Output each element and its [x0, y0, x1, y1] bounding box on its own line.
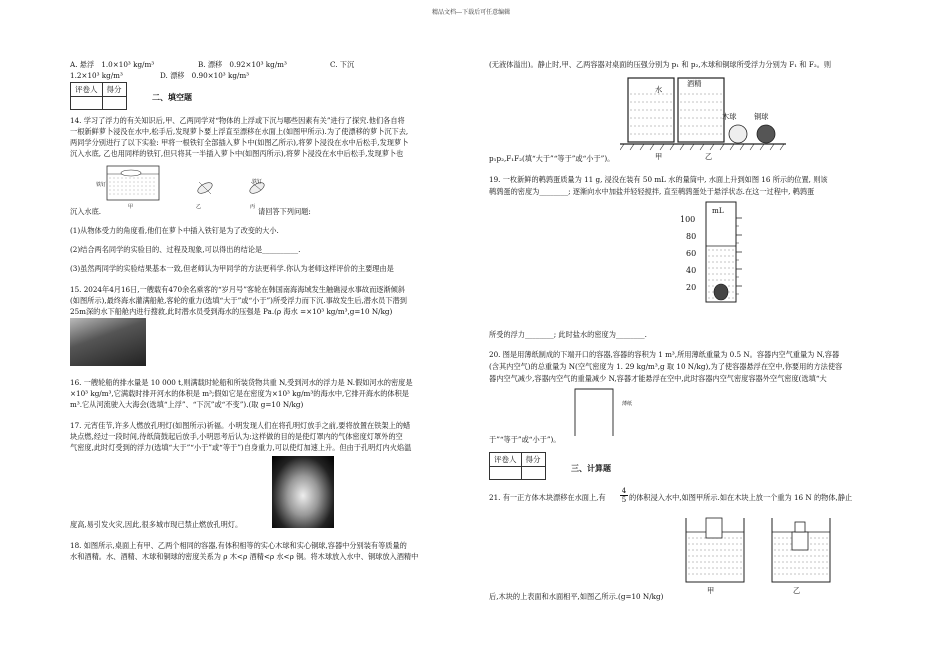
fraction-denominator: 5	[621, 496, 627, 504]
label-water: 水	[655, 85, 663, 94]
wood-ball	[729, 125, 747, 143]
q21-line-1a: 21. 有一正方体木块漂移在水面上,有	[489, 493, 606, 502]
nail-label-bing: 铁钉	[252, 179, 263, 185]
score-cell: 得分	[102, 83, 126, 97]
q15-line-1: 15. 2024年4月16日,一艘载有470余名乘客的“岁月号”客轮在韩国南海海域发生触礁浸水事故而逐渐倾斜	[70, 285, 406, 294]
q14-figures	[105, 160, 305, 208]
q15-line-3: 25m深的水下船舱内进行搜救,此时潜水员受到海水的压强是 Pa.(ρ 海水 =×10³ kg/m³,g=10 N/kg)	[70, 307, 393, 316]
graduated-cylinder	[700, 198, 760, 308]
cylinder-tick-100: 100	[680, 215, 696, 224]
q21-line-1b: 的体积浸入水中,如图甲所示.如在木块上放一个重为 16 N 的物体,静止	[629, 493, 853, 502]
q14-part-2: (2)结合两名同学的实验目的、过程及现象,可以得出的结论是__________.	[70, 245, 301, 254]
fig-label-jia: 甲	[128, 204, 134, 210]
cylinder-unit: mL	[712, 206, 724, 215]
q18-line-2: 水和酒精。水、酒精、木球和铜球的密度关系为 ρ 木<ρ 酒精<ρ 水<ρ 铜。将木球放入水中、铜球放入酒精中	[70, 552, 419, 561]
q18-line-3: (无液体溢出)。静止时,甲、乙两容器对桌面的压强分别为 p₁ 和 p₂,木球和铜球所受浮力分别为 F₁ 和 F₂。则	[489, 60, 832, 69]
q13-option-a: A. 悬浮 1.0×10³ kg/m³	[70, 60, 155, 69]
q14-part-3: (3)虽然两同学的实验结果基本一致,但老师认为甲同学的方法更科学.你认为老师这样评价的主要理由是	[70, 264, 394, 273]
q14-line-3: 两同学分别进行了以下实验: 甲将一根铁钉全部插入萝卜中(如图乙所示),将萝卜浸没在水中后松手,发现萝卜	[70, 138, 409, 147]
score-table-3	[489, 452, 546, 480]
score-cell: 得分	[521, 453, 545, 467]
q14-part-1: (1)从物体受力的角度看,他们在萝卜中插入铁钉是为了改变的大小.	[70, 226, 279, 235]
wood-block-yi	[792, 532, 808, 550]
q14-line-1: 14. 学习了浮力的有关知识后,甲、乙两同学对“物体的上浮或下沉与哪些因素有关”进行了探究.他们各自将	[70, 116, 405, 125]
q19-line-3: 所受的浮力________; 此时盐水的密度为________.	[489, 330, 647, 339]
q21-fraction	[620, 487, 628, 504]
q19-line-1: 19. 一枚新鲜的鹌鹑蛋质量为 11 g, 浸没在装有 50 mL 水的量筒中, 水面上升到如图 16 所示的位置, 则该	[489, 175, 828, 184]
section-title-calculation: 三、计算题	[571, 463, 611, 473]
q13-option-b: B. 漂移 0.92×10³ kg/m³	[198, 60, 287, 69]
cylinder-tick-20: 20	[686, 283, 697, 292]
wood-block-jia	[706, 518, 722, 538]
paper-label: 薄纸	[622, 401, 633, 407]
score-blank	[521, 467, 545, 480]
q16-line-3: m³.它从河流驶入大海会(选填“上浮”、“下沉”或“不变”).(取 g=10 N/kg)	[70, 400, 304, 409]
page-header: 精品文档---下载后可任意编辑	[432, 9, 511, 16]
section-title-fill-in: 二、填空题	[152, 92, 192, 102]
reviewer-blank	[71, 97, 103, 110]
label-copper-ball: 铜球	[754, 112, 769, 121]
q13-option-c-value: 1.2×10³ kg/m³	[70, 71, 123, 80]
q21-label-jia: 甲	[707, 586, 715, 595]
q13-option-d: D. 漂移 0.90×10³ kg/m³	[160, 71, 250, 80]
ship-photo	[70, 318, 146, 366]
sky-lantern-photo	[272, 456, 334, 528]
label-wood-ball: 木球	[722, 112, 737, 121]
nail-label-yi: 铁钉	[96, 182, 107, 188]
q13-option-c: C. 下沉	[330, 60, 355, 69]
cylinder-tick-60: 60	[686, 249, 697, 258]
reviewer-cell: 评卷人	[490, 453, 522, 467]
q14-line-5a: 沉入水底.	[70, 207, 102, 216]
weight-object	[795, 522, 805, 532]
score-blank	[102, 97, 126, 110]
q20-line-4: 于”“等于”或“小于”)。	[489, 435, 561, 444]
reviewer-blank	[490, 467, 522, 480]
q15-line-2: (如图所示),最终海水灌满船舱,客轮的重力(选填“大于”或“小于”)所受浮力而下沉.事故发生后,潜水员下潜到	[70, 296, 407, 305]
q20-line-3: 器内空气减少,容器内空气的重量减少 N,容器才能悬浮在空中,此时容器内空气密度容器外空气密度(选填“大	[489, 374, 827, 383]
q17-line-3: 气密度,此时灯受到的浮力(选填“大于”“小于”或“等于”)自身重力,可以使灯加速上升。但由于孔明灯内火焰温	[70, 443, 412, 452]
container-jia	[686, 518, 744, 582]
container-yi	[772, 518, 830, 582]
paper-container-figure	[572, 386, 622, 440]
q20-line-2: (含其内空气)的总重量为 N(空气密度为 1. 29 kg/m³,g 取 10 N/kg),为了使容器悬浮在空中,你要用的方法使容	[489, 362, 843, 371]
fraction-numerator: 4	[621, 487, 627, 495]
copper-ball	[757, 125, 775, 143]
cylinder-tick-40: 40	[686, 266, 697, 275]
q14-line-2: 一根新鲜萝卜浸没在水中,松手后,发现萝卜要上浮直至漂移在水面上(如图甲所示).为了使漂移的萝卜沉下去,	[70, 127, 409, 136]
q16-line-2: ×10³ kg/m³,它满载时排开河水的体积是 m³;假如它是在密度为×10³ kg/m³的海水中,它排开海水的体积是	[70, 389, 409, 398]
q14-line-5b: 请回答下列问题:	[258, 207, 311, 216]
q18-line-4: p₁p₂,F₁F₂(填“大于”“等于”或“小于”)。	[489, 154, 615, 163]
fig-label-bing: 丙	[250, 204, 256, 210]
q19-line-2: 鹌鹑蛋的密度为________; 逐渐向水中加盐并轻轻搅拌, 直至鹌鹑蛋处于悬浮状态.在这一过程中, 鹌鹑蛋	[489, 187, 815, 196]
q18-line-1: 18. 如图所示,桌面上有甲、乙两个相同的容器,有体积相等的实心木球和实心铜球,容器中分别装有等质量的	[70, 541, 407, 550]
q14-line-4: 沉入水底, 乙也用同样的铁钉,但只将其一半插入萝卜中(如图丙所示),将萝卜浸没在水中后松手,发现萝卜也	[70, 149, 404, 158]
q17-line-1: 17. 元宵佳节,许多人燃放孔明灯(如图所示)祈福。小明发现人们在将孔明灯放手之前,要将放置在铁架上的蜡	[70, 421, 411, 430]
fig-label-yi: 乙	[196, 204, 202, 210]
q20-line-1: 20. 图是用薄纸制成的下端开口的容器,容器的容积为 1 m³,所用薄纸重量为 0.5 N。容器内空气重量为 N,容器	[489, 350, 840, 359]
q21-figures	[682, 512, 842, 584]
radish-yi	[196, 181, 214, 196]
q21-line-2: 后,木块的上表面和水面相平,如图乙所示.(g=10 N/kg)	[489, 592, 664, 601]
label-alcohol: 酒精	[687, 79, 702, 88]
cylinder-tick-80: 80	[686, 232, 697, 241]
label-yi: 乙	[705, 152, 713, 161]
q17-line-4: 度高,易引发火灾,因此,很多城市现已禁止燃放孔明灯。	[70, 520, 243, 529]
q16-line-1: 16. 一艘轮船的排水量是 10 000 t,则满载时轮船和所装货物共重 N,受到河水的浮力是 N.假如河水的密度是	[70, 378, 413, 387]
beaker-jia	[107, 166, 159, 200]
q17-line-2: 块点燃,经过一段时间,待纸筒鼓起后放手,小明思考后认为:这样做的目的是使灯罩内的气体密度灯罩外的空	[70, 432, 403, 441]
label-jia: 甲	[655, 152, 663, 161]
score-table-2	[70, 82, 127, 110]
reviewer-cell: 评卷人	[71, 83, 103, 97]
q21-label-yi: 乙	[793, 586, 801, 595]
quail-egg	[714, 284, 728, 300]
